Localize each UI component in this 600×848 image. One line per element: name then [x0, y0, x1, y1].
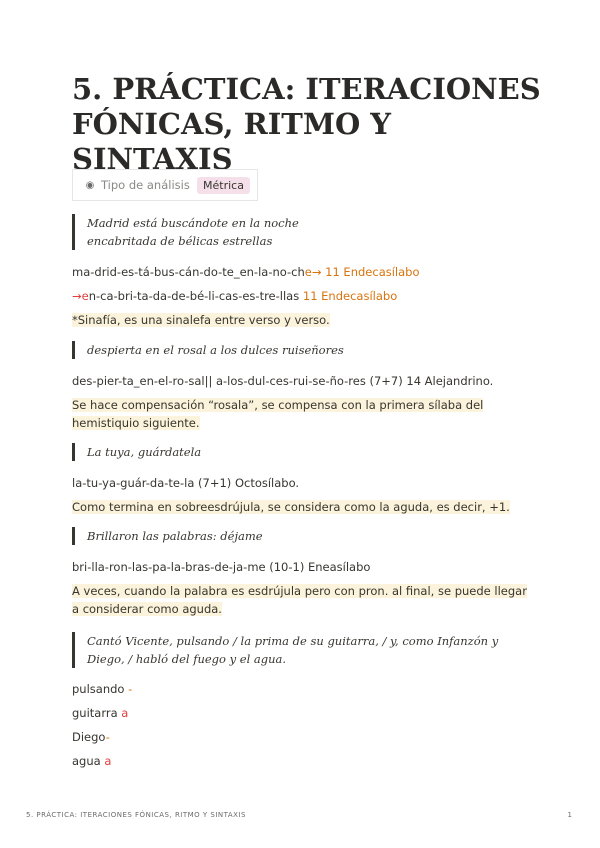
quote-block [72, 527, 263, 545]
scansion-line: des-pier-ta_en-el-ro-sal|| a-los-dul-ces-rui-se-ño-res (7+7) 14 Alejandrino. [72, 374, 494, 388]
word-text: pulsando [72, 682, 129, 696]
word-mark: - [105, 730, 110, 744]
word-item [72, 752, 111, 770]
highlight-text: A veces, cuando la palabra es esdrújula pero con pron. al final, se puede llegar a considerar como aguda. [72, 584, 527, 616]
quote-line: Madrid está buscándote en la noche [87, 216, 299, 230]
highlight-note [72, 582, 532, 618]
scansion-line: bri-lla-ron-las-pa-la-bras-de-ja-me (10-1) Eneasílabo [72, 560, 371, 574]
property-tag: Métrica [197, 177, 250, 194]
quote-block [72, 443, 201, 461]
page-number: 1 [567, 811, 572, 819]
scansion-accent: e→ 11 Endecasílabo [304, 265, 420, 279]
highlight-note [72, 311, 532, 329]
quote-line: Brillaron las palabras: déjame [87, 529, 263, 543]
highlight-text: *Sinafía, es una sinalefa entre verso y verso. [72, 313, 330, 327]
target-icon: ◉ [85, 179, 95, 191]
scansion-text: n-ca-bri-ta-da-de-bé-li-cas-es-tre-llas [88, 289, 303, 303]
page-footer: 5. PRÁCTICA: ITERACIONES FÓNICAS, RITMO Y SINTAXIS [26, 811, 246, 819]
scansion-line [72, 287, 397, 305]
word-text: Diego [72, 730, 106, 744]
scansion-accent: 11 Endecasílabo [302, 289, 398, 303]
word-text: agua [72, 754, 105, 768]
highlight-text: Como termina en sobreesdrújula, se considera como la aguda, es decir, +1. [72, 500, 510, 514]
word-mark: a [104, 754, 112, 768]
scansion-arrow: →e [72, 289, 89, 303]
highlight-text: Se hace compensación “rosala”, se compensa con la primera sílaba del hemistiquio siguiente. [72, 398, 484, 430]
quote-line: La tuya, guárdatela [87, 445, 202, 459]
property-row [72, 169, 258, 201]
scansion-line: la-tu-ya-guár-da-te-la (7+1) Octosílabo. [72, 476, 300, 490]
word-mark: a [121, 706, 129, 720]
quote-line: encabritada de bélicas estrellas [87, 234, 273, 248]
scansion-text: ma-drid-es-tá-bus-cán-do-te_en-la-no-ch [72, 265, 305, 279]
highlight-note [72, 396, 532, 432]
property-label: Tipo de análisis [101, 178, 190, 192]
word-item [72, 680, 132, 698]
quote-line: despierta en el rosal a los dulces ruiseñores [87, 343, 344, 357]
word-item [72, 728, 110, 746]
word-mark: - [128, 682, 133, 696]
quote-block [72, 214, 299, 250]
highlight-note [72, 498, 532, 516]
page-title: 5. PRÁCTICA: ITERACIONES FÓNICAS, RITMO Y SINTAXIS [72, 72, 541, 176]
quote-block [72, 341, 344, 359]
word-text: guitarra [72, 706, 122, 720]
scansion-line [72, 263, 420, 281]
quote-line: Cantó Vicente, pulsando / la prima de su guitarra, / y, como Infanzón y Diego, / habló del fuego y el agua. [87, 634, 499, 666]
quote-block [72, 632, 527, 668]
word-item [72, 704, 128, 722]
